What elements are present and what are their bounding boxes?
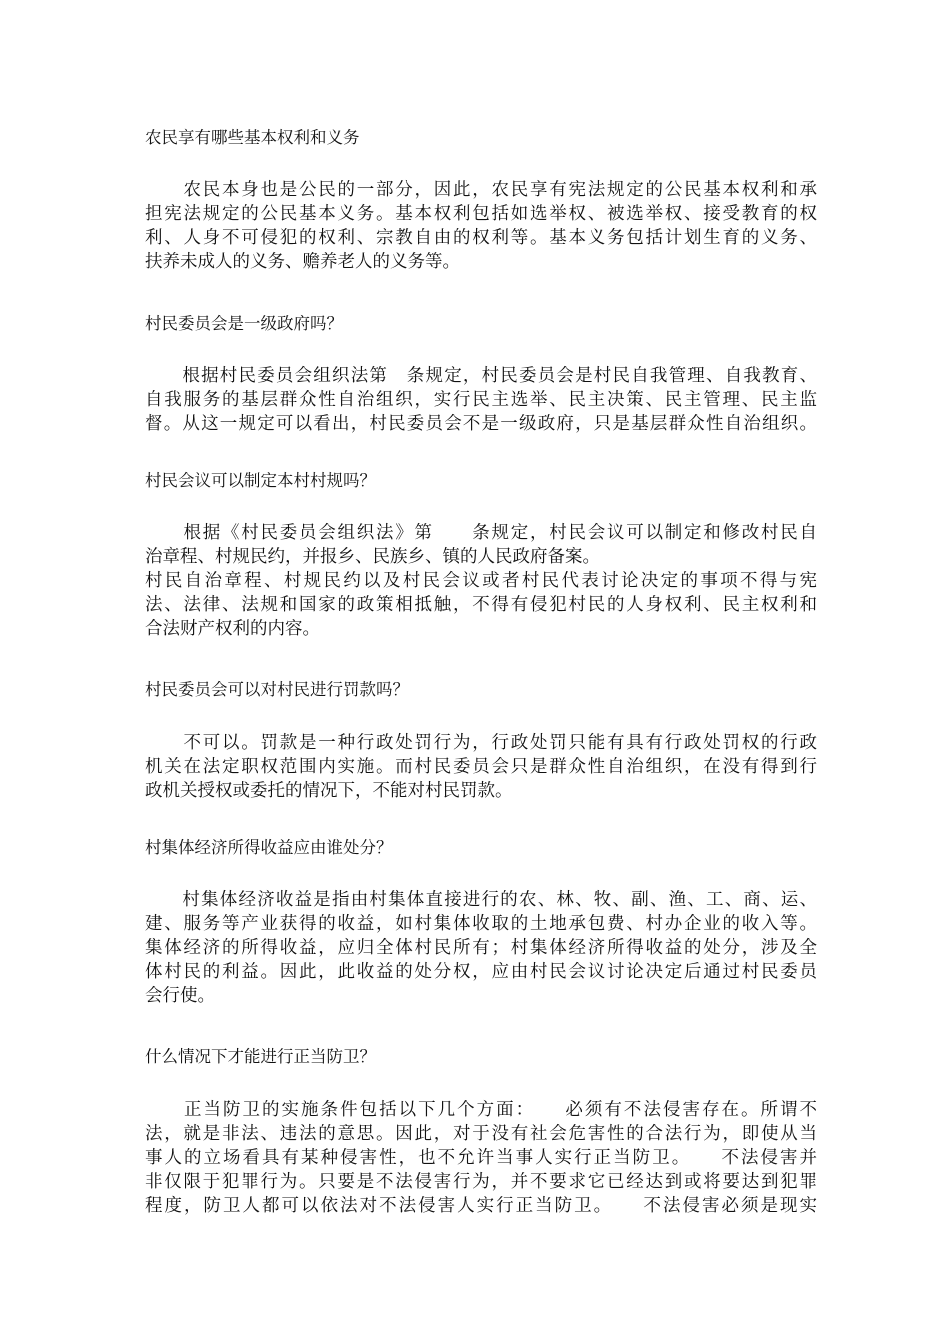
paragraph-line: 担宪法规定的公民基本义务。基本权利包括如选举权、被选举权、接受教育的权: [145, 204, 817, 224]
answer-paragraph: [145, 364, 817, 436]
paragraph-line: 非仅限于犯罪行为。只要是不法侵害行为，并不要求它已经达到或将要达到犯罪: [145, 1172, 817, 1192]
paragraph-line: 政机关授权或委托的情况下，不能对村民罚款。: [145, 781, 513, 801]
paragraph-line: 村集体经济收益是指由村集体直接进行的农、林、牧、副、渔、工、商、运、: [145, 890, 817, 910]
paragraph-line: 体村民的利益。因此，此收益的处分权，应由村民会议讨论决定后通过村民委员: [145, 962, 817, 982]
question-heading: 村集体经济所得收益应由谁处分？: [145, 838, 393, 857]
paragraph-line: 正当防卫的实施条件包括以下几个方面： 必须有不法侵害存在。所谓不: [145, 1100, 817, 1120]
answer-paragraph: [145, 521, 817, 641]
paragraph-line: 不可以。罚款是一种行政处罚行为，行政处罚只能有具有行政处罚权的行政: [145, 733, 817, 753]
paragraph-line: 治章程、村规民约，并报乡、民族乡、镇的人民政府备案。: [145, 547, 600, 567]
paragraph-line: 农民本身也是公民的一部分，因此，农民享有宪法规定的公民基本权利和承: [145, 180, 817, 200]
question-heading: 村民委员会是一级政府吗？: [145, 314, 343, 333]
paragraph-line: 法，就是非法、违法的意思。因此，对于没有社会危害性的合法行为，即使从当: [145, 1124, 817, 1144]
answer-paragraph: [145, 731, 817, 803]
paragraph-line: 集体经济的所得收益，应归全体村民所有；村集体经济所得收益的处分，涉及全: [145, 938, 817, 958]
question-heading: 农民享有哪些基本权利和义务: [145, 128, 360, 147]
question-heading: 什么情况下才能进行正当防卫？: [145, 1047, 376, 1066]
paragraph-line: 合法财产权利的内容。: [145, 619, 320, 639]
question-heading: 村民会议可以制定本村村规吗？: [145, 471, 376, 490]
answer-paragraph: [145, 178, 817, 274]
answer-paragraph: [145, 1098, 817, 1218]
paragraph-line: 自我服务的基层群众性自治组织，实行民主选举、民主决策、民主管理、民主监: [145, 390, 817, 410]
paragraph-line: 村民自治章程、村规民约以及村民会议或者村民代表讨论决定的事项不得与宪: [145, 571, 817, 591]
question-heading: 村民委员会可以对村民进行罚款吗？: [145, 680, 409, 699]
paragraph-line: 督。从这一规定可以看出，村民委员会不是一级政府，只是基层群众性自治组织。: [145, 414, 817, 434]
paragraph-line: 程度，防卫人都可以依法对不法侵害人实行正当防卫。 不法侵害必须是现实: [145, 1196, 817, 1216]
paragraph-line: 扶养未成人的义务、赡养老人的义务等。: [145, 252, 460, 272]
paragraph-line: 建、服务等产业获得的收益，如村集体收取的土地承包费、村办企业的收入等。: [145, 914, 817, 934]
answer-paragraph: [145, 888, 817, 1008]
paragraph-line: 事人的立场看具有某种侵害性，也不允许当事人实行正当防卫。 不法侵害并: [145, 1148, 817, 1168]
paragraph-line: 根据《村民委员会组织法》第 条规定，村民会议可以制定和修改村民自: [145, 523, 817, 543]
paragraph-line: 利、人身不可侵犯的权利、宗教自由的权利等。基本义务包括计划生育的义务、: [145, 228, 817, 248]
paragraph-line: 机关在法定职权范围内实施。而村民委员会只是群众性自治组织，在没有得到行: [145, 757, 817, 777]
paragraph-line: 法、法律、法规和国家的政策相抵触，不得有侵犯村民的人身权利、民主权利和: [145, 595, 817, 615]
paragraph-line: 根据村民委员会组织法第 条规定，村民委员会是村民自我管理、自我教育、: [145, 366, 817, 386]
paragraph-line: 会行使。: [145, 986, 215, 1006]
